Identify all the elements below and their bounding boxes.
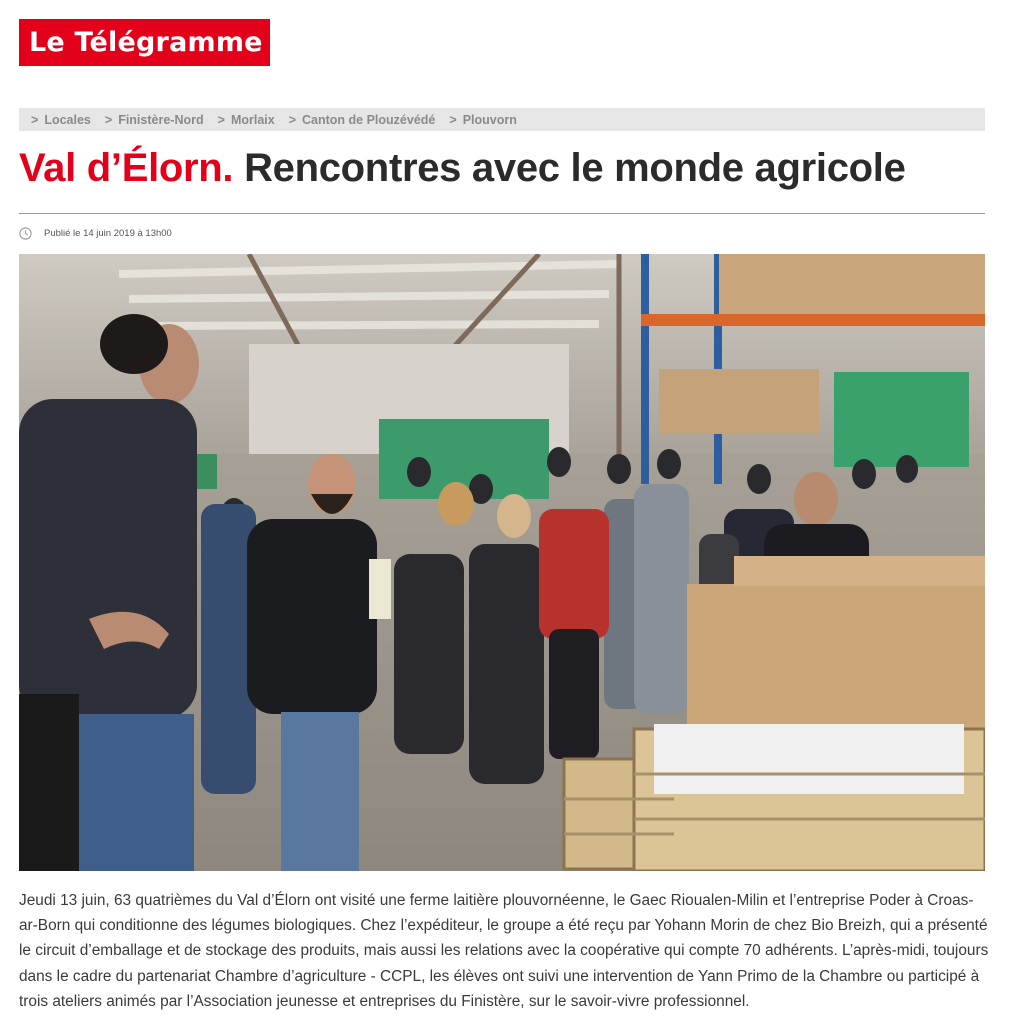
breadcrumb-label: Finistère-Nord [118, 112, 204, 127]
article-photo[interactable] [19, 254, 985, 871]
breadcrumb-item-locales[interactable] [31, 113, 91, 127]
publish-date: Publié le 14 juin 2019 à 13h00 [44, 228, 172, 239]
brand-logo[interactable]: Le Télégramme [19, 19, 270, 66]
article-location: Val d’Élorn. [19, 146, 234, 190]
breadcrumb-label: Plouvorn [462, 112, 517, 127]
breadcrumb-separator: > [31, 112, 39, 127]
publish-info [19, 227, 172, 240]
breadcrumb-item-morlaix[interactable] [218, 113, 275, 127]
breadcrumb-separator: > [104, 112, 113, 127]
breadcrumb-label: Canton de Plouzévédé [302, 112, 436, 127]
photo-illustration [19, 254, 985, 871]
breadcrumb-label: Morlaix [230, 112, 275, 127]
article-headline: Rencontres avec le monde agricole [244, 146, 906, 190]
breadcrumb-separator: > [217, 112, 225, 127]
breadcrumb-item-plouvorn[interactable] [449, 113, 516, 127]
title-divider [19, 213, 985, 214]
article-body: Jeudi 13 juin, 63 quatrièmes du Val d’Élorn ont visité une ferme laitière plouvornéenne, le Gaec Rioualen-Milin et l’entreprise Poder à Croas-ar-Born qui conditionne des légumes biologiques. Chez l’expéditeur, le groupe a été reçu par Yohann Morin de chez Bio Breizh, qui a présenté le circuit d’emballage et de stockage des produits, mais aussi les relations avec la coopérative qui compte 70 adhérents. L’après-midi, toujours dans le cadre du partenariat Chambre d’agriculture - CCPL, les élèves ont suivi une intervention de Yann Primo de la Chambre ou participé à trois ateliers animés par l’Association jeunesse et entreprises du Finistère, sur le savoir-vivre professionnel. [19, 892, 989, 1010]
breadcrumb-separator: > [449, 112, 457, 127]
breadcrumb-item-canton[interactable] [289, 113, 436, 127]
breadcrumb-label: Locales [44, 112, 91, 127]
breadcrumb-separator: > [288, 112, 297, 127]
breadcrumb [19, 108, 985, 131]
breadcrumb-item-finistere-nord[interactable] [105, 113, 204, 127]
clock-icon [19, 227, 32, 240]
article-title [19, 146, 906, 191]
